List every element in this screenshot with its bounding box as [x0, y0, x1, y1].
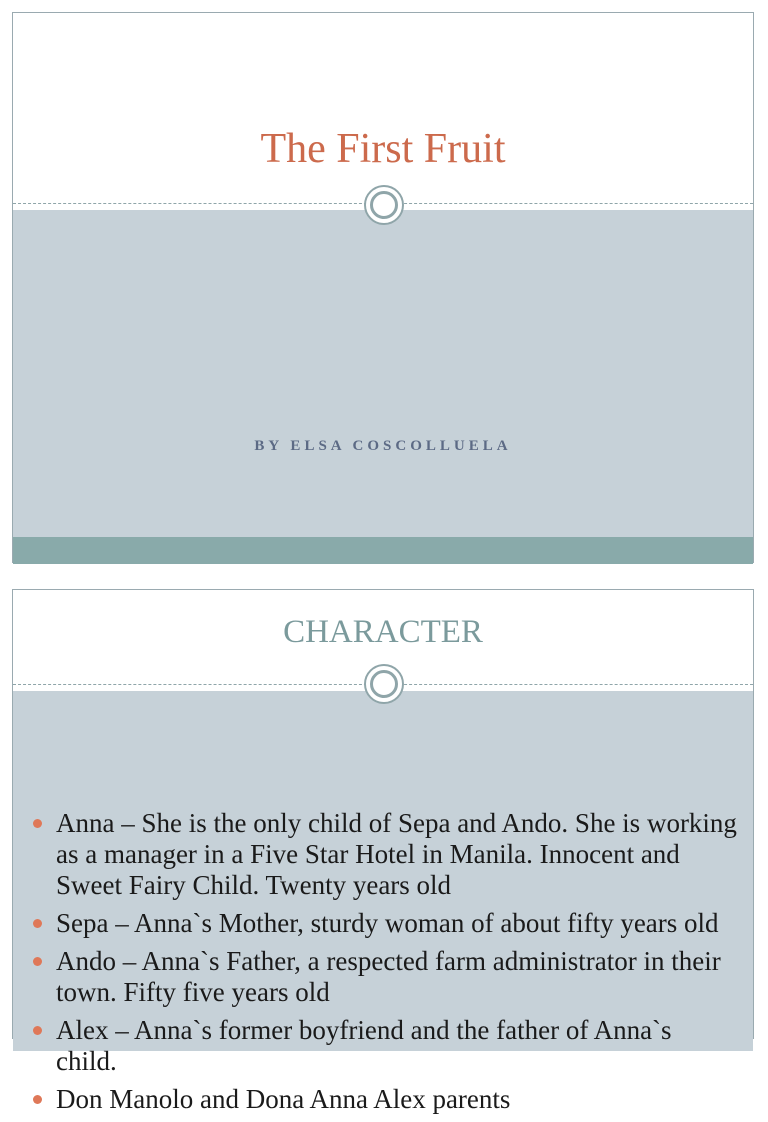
- character-list: [13, 808, 753, 1122]
- list-item: [13, 946, 753, 1008]
- bullet-dot-icon: [33, 919, 42, 928]
- ring-ornament-icon: [364, 664, 404, 704]
- list-item: [13, 908, 753, 939]
- bullet-dot-icon: [33, 1026, 42, 1035]
- list-item-text: Alex – Anna`s former boyfriend and the father of Anna`s child.: [56, 1015, 672, 1076]
- title-slide-body-panel: [13, 210, 753, 537]
- list-item-text: Ando – Anna`s Father, a respected farm administrator in their town. Fifty five years old: [56, 946, 721, 1007]
- slide-heading: CHARACTER: [283, 614, 483, 650]
- bottom-accent-band: [13, 537, 753, 564]
- list-item: [13, 1084, 753, 1115]
- character-slide: [12, 589, 754, 1114]
- bullet-dot-icon: [33, 819, 42, 828]
- ring-ornament-icon: [364, 185, 404, 225]
- slide-title: The First Fruit: [260, 126, 506, 172]
- list-item: [13, 1015, 753, 1077]
- slide-subtitle-author: BY ELSA COSCOLLUELA: [254, 438, 512, 454]
- title-slide: [12, 12, 754, 563]
- bullet-dot-icon: [33, 1095, 42, 1104]
- list-item-text: Don Manolo and Dona Anna Alex parents: [56, 1084, 511, 1114]
- list-item: [13, 808, 753, 901]
- character-slide-body-panel: [13, 691, 753, 1114]
- bullet-dot-icon: [33, 957, 42, 966]
- title-slide-header-area: [13, 13, 753, 210]
- list-item-text: Anna – She is the only child of Sepa and Ando. She is working as a manager in a Five Star Hotel in Manila. Innocent and Sweet Fairy Child. Twenty years old: [56, 808, 737, 900]
- list-item-text: Sepa – Anna`s Mother, sturdy woman of about fifty years old: [56, 908, 719, 938]
